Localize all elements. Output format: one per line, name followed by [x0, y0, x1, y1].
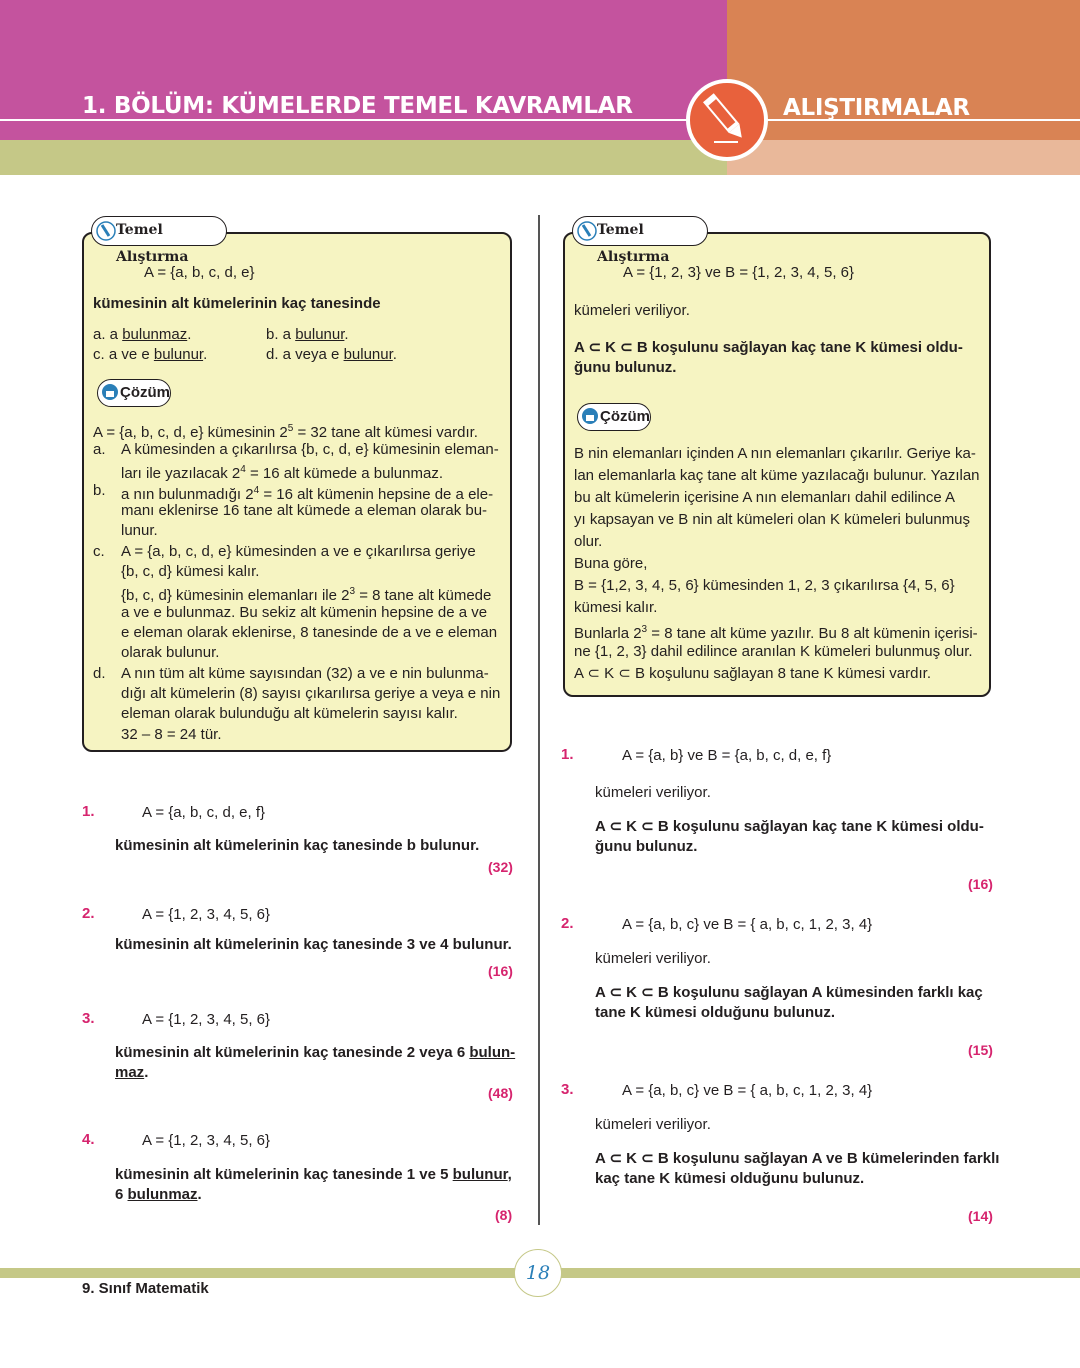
- sol-d-letter: d.: [93, 665, 106, 682]
- right-sol-line9: Bunlarla $2^3 = 8$ tane alt küme yazılır. Bu 8 alt kümenin içerisi-: [574, 624, 978, 642]
- option-d: d. a veya e bulunur.: [266, 346, 397, 363]
- sol-d-line1: A nın tüm alt küme sayısından (32) a ve e nin bulunma-: [121, 665, 489, 682]
- right-sol-line8: kümesi kalır.: [574, 599, 658, 616]
- right-sol-line7: B = {1,2, 3, 4, 5, 6} kümesinden 1, 2, 3 çıkarılırsa {4, 5, 6}: [574, 577, 955, 594]
- right-given: kümeleri veriliyor.: [574, 302, 690, 319]
- left-ex2-answer: (16): [488, 963, 513, 979]
- sol-b-line1: a nın bulunmadığı $2^4 = 16$ alt kümenin hepsine de a ele-: [121, 485, 494, 503]
- right-ex3-given: kümeleri veriliyor.: [595, 1116, 711, 1133]
- thumbs-up-icon: [101, 383, 119, 401]
- pencil-tab-icon: [96, 219, 116, 243]
- right-example-tab: [572, 216, 708, 265]
- right-sol-line6: Buna göre,: [574, 555, 648, 572]
- right-ex1-set: A = {a, b} ve B = {a, b, c, d, e, f}: [622, 747, 832, 764]
- left-ex3-answer: (48): [488, 1085, 513, 1101]
- left-ex1-answer: (32): [488, 859, 513, 875]
- right-set-def: A = {1, 2, 3} ve B = {1, 2, 3, 4, 5, 6}: [623, 264, 855, 281]
- right-sol-line5: olur.: [574, 533, 603, 550]
- sol-c-line6: olarak bulunur.: [121, 644, 220, 661]
- left-ex4-question-line1: kümesinin alt kümelerinin kaç tanesinde 1 ve 5 bulunur,: [115, 1166, 512, 1183]
- left-ex3-question-line2: maz.: [115, 1064, 149, 1081]
- right-sol-line1: B nin elemanları içinden A nın elemanları çıkarılır. Geriye ka-: [574, 445, 976, 462]
- sol-d-line2: dığı alt kümelerin (8) sayısı çıkarılırsa geriye a veya e nin: [121, 685, 501, 702]
- sol-a-letter: a.: [93, 441, 106, 458]
- left-ex4-number: 4.: [82, 1131, 95, 1148]
- left-ex1-number: 1.: [82, 803, 95, 820]
- sol-c-letter: c.: [93, 543, 105, 560]
- left-ex4-set: A = {1, 2, 3, 4, 5, 6}: [142, 1132, 271, 1149]
- left-ex3-number: 3.: [82, 1010, 95, 1027]
- option-b: b. a bulunur.: [266, 326, 349, 343]
- option-c: c. a ve e bulunur.: [93, 346, 208, 363]
- right-sol-line4: yı kapsayan ve B nin alt kümeleri olan K kümeleri bulunmuş: [574, 511, 971, 528]
- header-stripe-left: [0, 140, 727, 175]
- left-ex1-question: kümesinin alt kümelerinin kaç tanesinde b bulunur.: [115, 837, 480, 854]
- sol-d-line4: 32 – 8 = 24 tür.: [121, 726, 222, 743]
- right-ex2-set: A = {a, b, c} ve B = { a, b, c, 1, 2, 3, 4}: [622, 916, 873, 933]
- right-ex3-question-line1: A ⊂ K ⊂ B koşulunu sağlayan A ve B kümelerinden farklı: [595, 1150, 1000, 1167]
- left-ex4-answer: (8): [495, 1207, 513, 1223]
- right-ex3-question-line2: kaç tane K kümesi olduğunu bulunuz.: [595, 1170, 865, 1187]
- right-sol-line10: ne {1, 2, 3} dahil edilince aranılan K kümeleri bulunmuş olur.: [574, 643, 973, 660]
- left-question: kümesinin alt kümelerinin kaç tanesinde: [93, 295, 381, 312]
- sol-c-line4: a ve e bulunmaz. Bu sekiz alt kümenin hepsine de a ve: [121, 604, 488, 621]
- left-example-tab: [91, 216, 227, 265]
- right-ex1-given: kümeleri veriliyor.: [595, 784, 711, 801]
- right-ex1-question-line1: A ⊂ K ⊂ B koşulunu sağlayan kaç tane K kümesi oldu-: [595, 818, 984, 835]
- right-ex1-answer: (16): [968, 876, 993, 892]
- header-rule-left: [0, 119, 700, 121]
- right-ex1-number: 1.: [561, 746, 574, 763]
- left-ex4-question-line2: 6 bulunmaz.: [115, 1186, 202, 1203]
- right-ex2-number: 2.: [561, 915, 574, 932]
- section-title: ALIŞTIRMALAR: [783, 95, 970, 121]
- left-ex2-question: kümesinin alt kümelerinin kaç tanesinde 3 ve 4 bulunur.: [115, 936, 512, 953]
- sol-intro: A = {a, b, c, d, e} kümesinin $2^5 = 32$ tane alt kümesi vardır.: [93, 423, 478, 441]
- right-ex3-set: A = {a, b, c} ve B = { a, b, c, 1, 2, 3, 4}: [622, 1082, 873, 1099]
- pencil-icon: [686, 79, 768, 161]
- sol-c-line1: A = {a, b, c, d, e} kümesinden a ve e çıkarılırsa geriye: [121, 543, 476, 560]
- page-number: 18: [514, 1249, 562, 1297]
- thumbs-up-icon: [581, 407, 599, 425]
- sol-a-line2: ları ile yazılacak $2^4 = 16$ alt kümede a bulunmaz.: [121, 464, 443, 482]
- left-ex3-question-line1: kümesinin alt kümelerinin kaç tanesinde 2 veya 6 bulun-: [115, 1044, 516, 1061]
- right-sol-line2: lan elemanlarla kaç tane alt küme yazılacağı bulunur. Yazılan: [574, 467, 980, 484]
- right-question-line1: A ⊂ K ⊂ B koşulunu sağlayan kaç tane K kümesi oldu-: [574, 339, 963, 356]
- right-ex1-question-line2: ğunu bulunuz.: [595, 838, 698, 855]
- left-solution-tab: [97, 379, 171, 407]
- right-ex3-answer: (14): [968, 1208, 993, 1224]
- right-ex3-number: 3.: [561, 1081, 574, 1098]
- sol-a-line1: A kümesinden a çıkarılırsa {b, c, d, e} kümesinin eleman-: [121, 441, 499, 458]
- left-ex2-number: 2.: [82, 905, 95, 922]
- left-ex2-set: A = {1, 2, 3, 4, 5, 6}: [142, 906, 271, 923]
- sol-b-line2: manı eklenirse 16 tane alt kümede a eleman olarak bu-: [121, 502, 488, 519]
- pencil-tab-icon: [577, 219, 597, 243]
- left-ex3-set: A = {1, 2, 3, 4, 5, 6}: [142, 1011, 271, 1028]
- sol-c-line5: e eleman olarak eklenirse, 8 tanesinde de a ve e eleman: [121, 624, 498, 641]
- sol-b-line3: lunur.: [121, 522, 158, 539]
- right-solution-label: Çözüm: [600, 408, 650, 425]
- right-ex2-answer: (15): [968, 1042, 993, 1058]
- sol-c-line2: {b, c, d} kümesi kalır.: [121, 563, 260, 580]
- sol-d-line3: eleman olarak bulunduğu alt kümelerin sayısı kalır.: [121, 705, 458, 722]
- right-solution-tab: [577, 403, 651, 431]
- header-stripe-right: [727, 140, 1080, 175]
- right-question-line2: ğunu bulunuz.: [574, 359, 677, 376]
- left-tab-label: Temel Alıştırma: [116, 222, 189, 265]
- right-sol-line11: A ⊂ K ⊂ B koşulunu sağlayan 8 tane K kümesi vardır.: [574, 665, 931, 682]
- right-ex2-question-line2: tane K kümesi olduğunu bulunuz.: [595, 1004, 835, 1021]
- book-title: 9. Sınıf Matematik: [82, 1280, 209, 1297]
- option-a: a. a bulunmaz.: [93, 326, 192, 343]
- sol-b-letter: b.: [93, 482, 106, 499]
- chapter-title: 1. BÖLÜM: KÜMELERDE TEMEL KAVRAMLAR: [82, 93, 633, 119]
- right-tab-label: Temel Alıştırma: [597, 222, 670, 265]
- right-sol-line3: bu alt kümelerin içerisine A nın elemanları dahil edilince A: [574, 489, 956, 506]
- left-set-def: A = {a, b, c, d, e}: [144, 264, 255, 281]
- sol-c-line3: {b, c, d} kümesinin elemanları ile $2^3 = 8$ tane alt kümede: [121, 586, 492, 604]
- right-ex2-question-line1: A ⊂ K ⊂ B koşulunu sağlayan A kümesinden farklı kaç: [595, 984, 983, 1001]
- right-ex2-given: kümeleri veriliyor.: [595, 950, 711, 967]
- left-ex1-set: A = {a, b, c, d, e, f}: [142, 804, 266, 821]
- left-solution-label: Çözüm: [120, 384, 170, 401]
- column-divider: [538, 215, 540, 1225]
